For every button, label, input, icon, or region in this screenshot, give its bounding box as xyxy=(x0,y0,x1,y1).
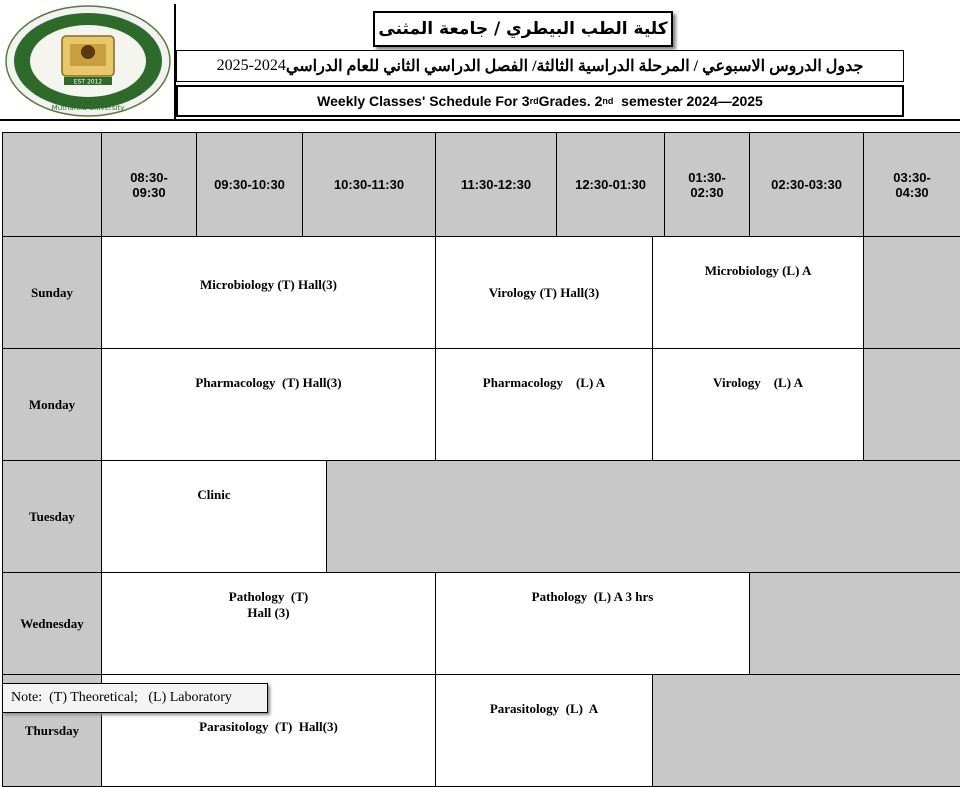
class-wednesday-pathology-l: Pathology (L) A 3 hrs xyxy=(436,573,750,675)
english-title-part2: Grades. 2 xyxy=(539,93,603,109)
english-schedule-title xyxy=(176,85,904,117)
empty-tuesday xyxy=(327,461,960,573)
legend-note: Note: (T) Theoretical; (L) Laboratory xyxy=(2,683,268,713)
class-monday-pharmacology-t: Pharmacology (T) Hall(3) xyxy=(102,349,436,461)
class-monday-virology-l: Virology (L) A xyxy=(653,349,864,461)
english-title-sup2: nd xyxy=(602,96,613,106)
empty-sunday xyxy=(864,237,960,349)
class-sunday-virology-t: Virology (T) Hall(3) xyxy=(436,237,653,349)
day-wednesday: Wednesday xyxy=(3,573,102,675)
college-title: كلية الطب البيطري / جامعة المثنى xyxy=(373,11,673,47)
time-slot-7: 02:30-03:30 xyxy=(750,133,864,237)
time-slot-5: 12:30-01:30 xyxy=(557,133,665,237)
class-sunday-microbiology-l: Microbiology (L) A xyxy=(653,237,864,349)
day-monday: Monday xyxy=(3,349,102,461)
class-wednesday-pathology-t xyxy=(102,573,436,675)
university-seal-logo xyxy=(4,4,172,118)
row-tuesday xyxy=(3,461,960,573)
row-sunday xyxy=(3,237,960,349)
class-thursday-parasitology-l: Parasitology (L) A xyxy=(436,675,653,787)
corner-cell xyxy=(3,133,102,237)
empty-wednesday xyxy=(750,573,960,675)
english-title-sup1: rd xyxy=(530,96,539,106)
class-monday-pharmacology-l: Pharmacology (L) A xyxy=(436,349,653,461)
class-wednesday-pathology-t-line2: Hall (3) xyxy=(102,605,435,621)
time-header-row xyxy=(3,133,960,237)
english-title-part1: Weekly Classes' Schedule For 3 xyxy=(317,93,529,109)
arabic-schedule-title xyxy=(176,50,904,82)
empty-thursday xyxy=(653,675,960,787)
arabic-schedule-title-text: جدول الدروس الاسبوعي / المرحلة الدراسية الثالثة/ الفصل الدراسي الثاني للعام الدراسي xyxy=(286,56,864,76)
row-monday xyxy=(3,349,960,461)
row-wednesday xyxy=(3,573,960,675)
time-slot-3: 10:30-11:30 xyxy=(303,133,436,237)
time-slot-8: 03:30-04:30 xyxy=(864,133,960,237)
day-tuesday: Tuesday xyxy=(3,461,102,573)
time-slot-6: 01:30-02:30 xyxy=(665,133,750,237)
class-sunday-microbiology-t: Microbiology (T) Hall(3) xyxy=(102,237,436,349)
time-slot-1: 08:30-09:30 xyxy=(102,133,197,237)
english-title-part3: semester 2024—2025 xyxy=(613,93,762,109)
day-sunday: Sunday xyxy=(3,237,102,349)
day-thursday: Thursday xyxy=(3,675,102,787)
class-thursday-parasitology-t: Parasitology (T) Hall(3) xyxy=(102,675,436,787)
class-wednesday-pathology-t-line1: Pathology (T) xyxy=(102,589,435,605)
logo-university-text: Muthanna University xyxy=(52,104,125,112)
time-slot-2: 09:30-10:30 xyxy=(197,133,303,237)
header-bottom-rule xyxy=(0,119,960,121)
logo-est-text: EST 2012 xyxy=(74,79,103,86)
arabic-schedule-year: 2025-2024 xyxy=(217,57,286,75)
empty-monday xyxy=(864,349,960,461)
class-tuesday-clinic: Clinic xyxy=(102,461,327,573)
time-slot-4: 11:30-12:30 xyxy=(436,133,557,237)
